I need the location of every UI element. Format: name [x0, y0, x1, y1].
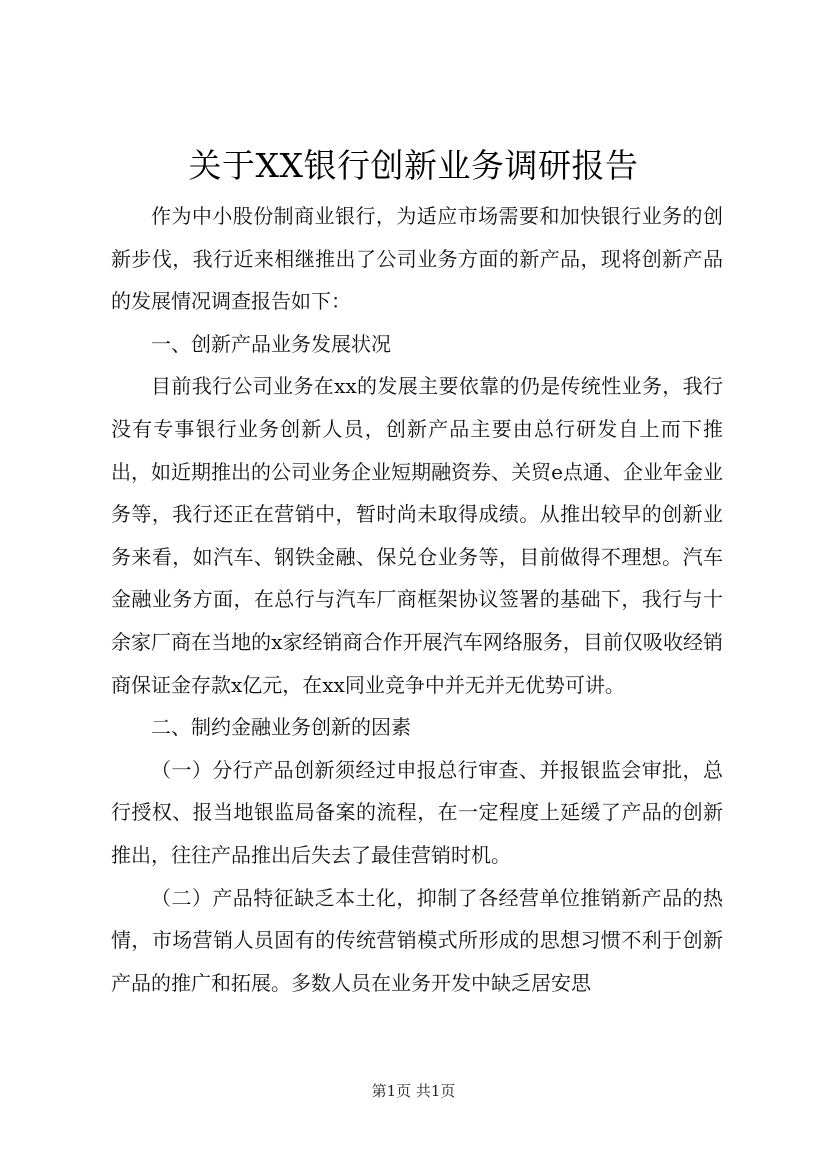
- paragraph-factor-2: （二）产品特征缺乏本土化，抑制了各经营单位推销新产品的热情，市场营销人员固有的传统营销模式所形成的思想习惯不利于创新产品的推广和拓展。多数人员在业务开发中缺乏居安思: [111, 885, 723, 995]
- paragraph-factor-1: （一）分行产品创新须经过申报总行审查、并报银监会审批，总行授权、报当地银监局备案的流程，在一定程度上延缓了产品的创新推出，往往产品推出后失去了最佳营销时机。: [111, 757, 723, 867]
- paragraph-status: 目前我行公司业务在xx的发展主要依靠的仍是传统性业务，我行没有专事银行业务创新人员，创新产品主要由总行研发自上而下推出，如近期推出的公司业务企业短期融资券、关贸e点通、企业年金业务等，我行还正在营销中，暂时尚未取得成绩。从推出较早的创新业务来看，如汽车、钢铁金融、保兑仓业务等，目前做得不理想。汽车金融业务方面，在总行与汽车厂商框架协议签署的基础下，我行与十余家厂商在当地的x家经销商合作开展汽车网络服务，目前仅吸收经销商保证金存款x亿元，在xx同业竞争中并无并无优势可讲。: [111, 374, 723, 697]
- section-heading-1: 一、创新产品业务发展状况: [151, 331, 391, 356]
- page-number-footer: 第1页 共1页: [371, 1082, 456, 1100]
- paragraph-intro: 作为中小股份制商业银行，为适应市场需要和加快银行业务的创新步伐，我行近来相继推出了公司业务方面的新产品，现将创新产品的发展情况调查报告如下：: [111, 204, 723, 314]
- document-title: 关于XX银行创新业务调研报告: [188, 146, 639, 185]
- document-body: [111, 195, 723, 1004]
- section-heading-2: 二、制约金融业务创新的因素: [151, 715, 411, 740]
